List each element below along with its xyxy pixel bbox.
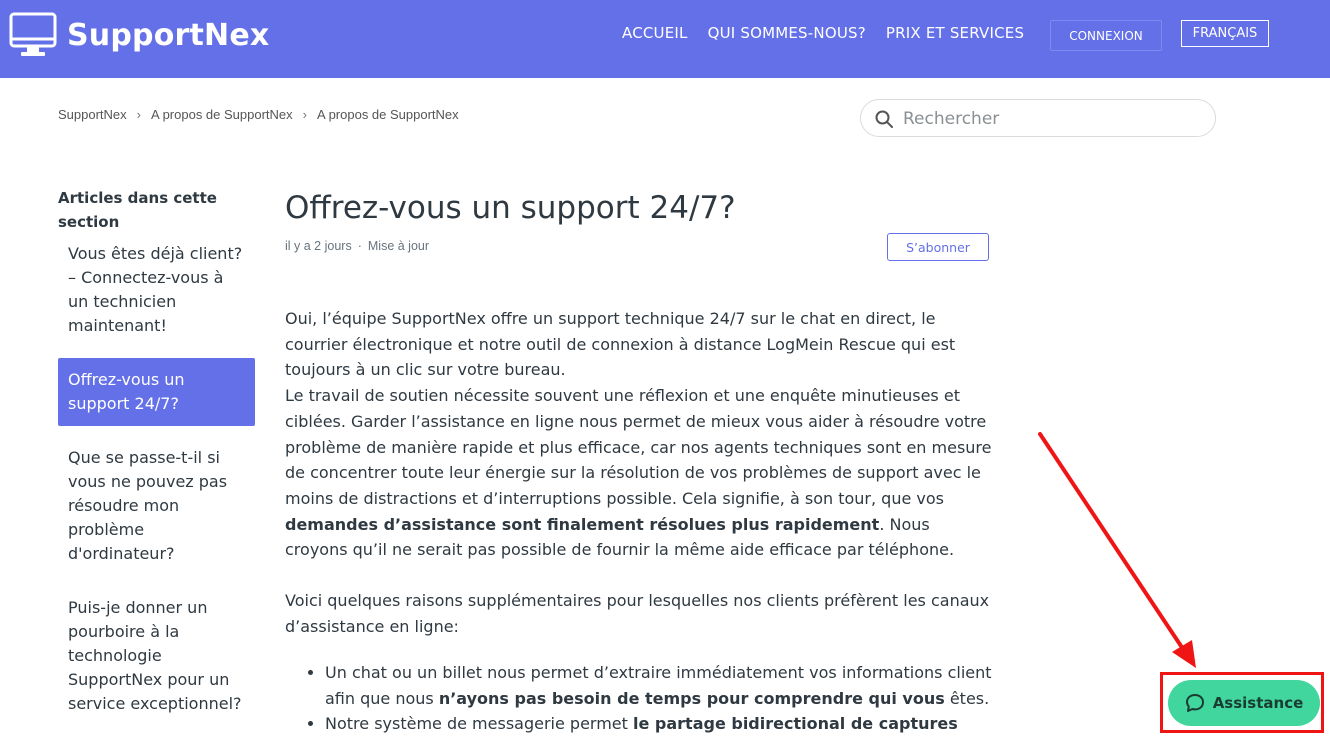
article-updated: Mise à jour (367, 239, 430, 253)
article-paragraph (285, 306, 995, 563)
nav-prix-et-services[interactable]: PRIX ET SERVICES (885, 24, 1025, 42)
paragraph-2-bold: demandes d’assistance sont finalement résolues plus rapidement (285, 514, 880, 534)
breadcrumb-separator: › (136, 107, 141, 122)
sidebar-item-active[interactable]: Offrez-vous un support 24/7? (58, 358, 255, 426)
search-icon (875, 110, 893, 128)
nav-accueil[interactable]: ACCUEIL (622, 24, 688, 42)
breadcrumb-item[interactable]: A propos de SupportNex (151, 107, 293, 122)
assistance-label: Assistance (1212, 694, 1304, 712)
language-button[interactable]: FRANÇAIS (1181, 20, 1269, 47)
breadcrumb-separator: › (302, 107, 307, 122)
reasons-list (285, 660, 995, 737)
list-item (325, 711, 995, 737)
search-input[interactable] (901, 106, 1205, 132)
login-button[interactable]: CONNEXION (1050, 20, 1162, 51)
paragraph-2-end: . Nous croyons qu’il ne serait pas possible de fournir la même aide efficace par téléphone. (285, 514, 955, 560)
logo[interactable] (9, 12, 269, 58)
breadcrumb-item[interactable]: A propos de SupportNex (317, 107, 459, 122)
main-nav (622, 24, 1044, 42)
bullet-1-bold: n’ayons pas besoin de temps pour comprendre qui vous (438, 688, 945, 708)
breadcrumb-item[interactable]: SupportNex (58, 107, 127, 122)
list-item (325, 660, 995, 711)
nav-qui-sommes-nous[interactable]: QUI SOMMES-NOUS? (707, 24, 866, 42)
logo-text: SupportNex (67, 17, 270, 53)
paragraph-2-start: Le travail de soutien nécessite souvent une réflexion et une enquête minutieuses et ciblées. Garder l’assistance en ligne nous permet de mieux vous aider à résoudre votre problème de manière rapide et plus efficace, car nos agents techniques sont en mesure de concentrer toute leur énergie sur la résolution de vos problèmes de support avec le moins de distractions et d’interruptions possible. Cela signifie, à son tour, que vos (285, 386, 992, 508)
article-time: il y a 2 jours (285, 239, 352, 253)
article-paragraph-3: Voici quelques raisons supplémentaires pour lesquelles nos clients préfèrent les canaux d’assistance en ligne: (285, 591, 990, 636)
bullet-1-start: Un chat ou un billet nous permet d’extraire immédiatement vos informations client afin que nous (325, 663, 992, 708)
article-title: Offrez-vous un support 24/7? (285, 190, 736, 226)
paragraph-1: Oui, l’équipe SupportNex offre un support technique 24/7 sur le chat en direct, le courrier électronique et notre outil de connexion à distance LogMein Rescue qui est toujours à un clic sur votre bureau. (285, 309, 956, 380)
chat-bubble-icon (1185, 693, 1205, 713)
monitor-icon (9, 12, 57, 58)
sidebar-item[interactable]: Que se passe-t-il si vous ne pouvez pas résoudre mon problème d'ordinateur? (68, 448, 228, 563)
site-header (0, 0, 1330, 78)
assistance-chat-button[interactable] (1168, 680, 1320, 726)
bullet-1-end: êtes. (944, 688, 990, 708)
search-box (860, 99, 1216, 137)
bullet-2-bold: le partage bidirectional de captures (633, 714, 958, 734)
bullet-2-start: Notre système de messagerie permet (325, 714, 633, 734)
sidebar-item[interactable]: Puis-je donner un pourboire à la technologie SupportNex pour un service exceptionnel? (68, 598, 242, 713)
subscribe-button[interactable]: S’abonner (887, 233, 989, 261)
sidebar-heading: Articles dans cette section (58, 189, 217, 231)
sidebar-item[interactable]: Vous êtes déjà client? – Connectez-vous à un technicien maintenant! (68, 244, 243, 335)
article-meta (285, 239, 429, 253)
meta-separator: · (357, 239, 362, 253)
breadcrumb (58, 107, 459, 122)
